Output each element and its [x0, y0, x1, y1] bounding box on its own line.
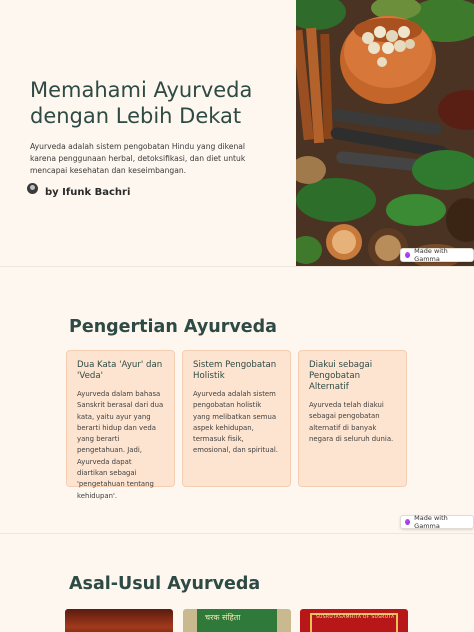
author-name: by Ifunk Bachri [45, 186, 131, 198]
card-body: Ayurveda telah diakui sebagai pengobatan alternatif di banyak negara di seluruh dunia. [309, 401, 394, 443]
gamma-logo-icon [405, 519, 410, 525]
susruta-samhita-image [300, 609, 408, 632]
ancient-book-image [65, 609, 173, 632]
slide-asal-usul [0, 534, 474, 632]
intro-text: Ayurveda adalah sistem pengobatan Hindu yang dikenal karena penggunaan herbal, detoksifikasi, dan diet untuk mencapai kesehatan dan keseimbangan. [30, 142, 246, 175]
avatar [27, 183, 38, 194]
card-body: Ayurveda adalah sistem pengobatan holistik yang melibatkan semua aspek kehidupan, termasuk fisik, emosional, dan spiritual. [193, 390, 278, 455]
slide-pengertian [0, 267, 474, 533]
badge-label: Made with Gamma [414, 514, 448, 530]
slide-title [0, 0, 474, 266]
author-row [27, 180, 130, 196]
herbs-photo [296, 0, 474, 266]
card-holistik [182, 350, 291, 487]
charaka-samhita-image [183, 609, 291, 632]
badge-label: Made with Gamma [414, 247, 448, 263]
card-heading: Diakui sebagai Pengobatan Alternatif [309, 360, 373, 392]
section-title: Pengertian Ayurveda [69, 317, 277, 337]
book-title-text: चरक संहिता [205, 613, 241, 622]
card-heading: Sistem Pengobatan Holistik [193, 360, 277, 381]
gamma-logo-icon [405, 252, 410, 258]
page-title: Memahami Ayurveda dengan Lebih Dekat [30, 78, 253, 128]
card-heading: Dua Kata 'Ayur' dan 'Veda' [77, 360, 163, 381]
card-alternatif [298, 350, 407, 487]
made-with-gamma-badge[interactable] [400, 248, 474, 262]
card-body: Ayurveda dalam bahasa Sanskrit berasal dari dua kata, yaitu ayur yang berarti hidup dan veda yang berarti pengetahuan. Jadi, Ayurveda dapat diartikan sebagai 'pengetahuan tentang kehidupan'. [77, 390, 164, 500]
section-title: Asal-Usul Ayurveda [69, 574, 261, 594]
made-with-gamma-badge[interactable] [400, 515, 474, 529]
card-dua-kata [66, 350, 175, 500]
book-title-text: SUSRUTASAMHITA OF SUSRUTA [316, 615, 395, 620]
